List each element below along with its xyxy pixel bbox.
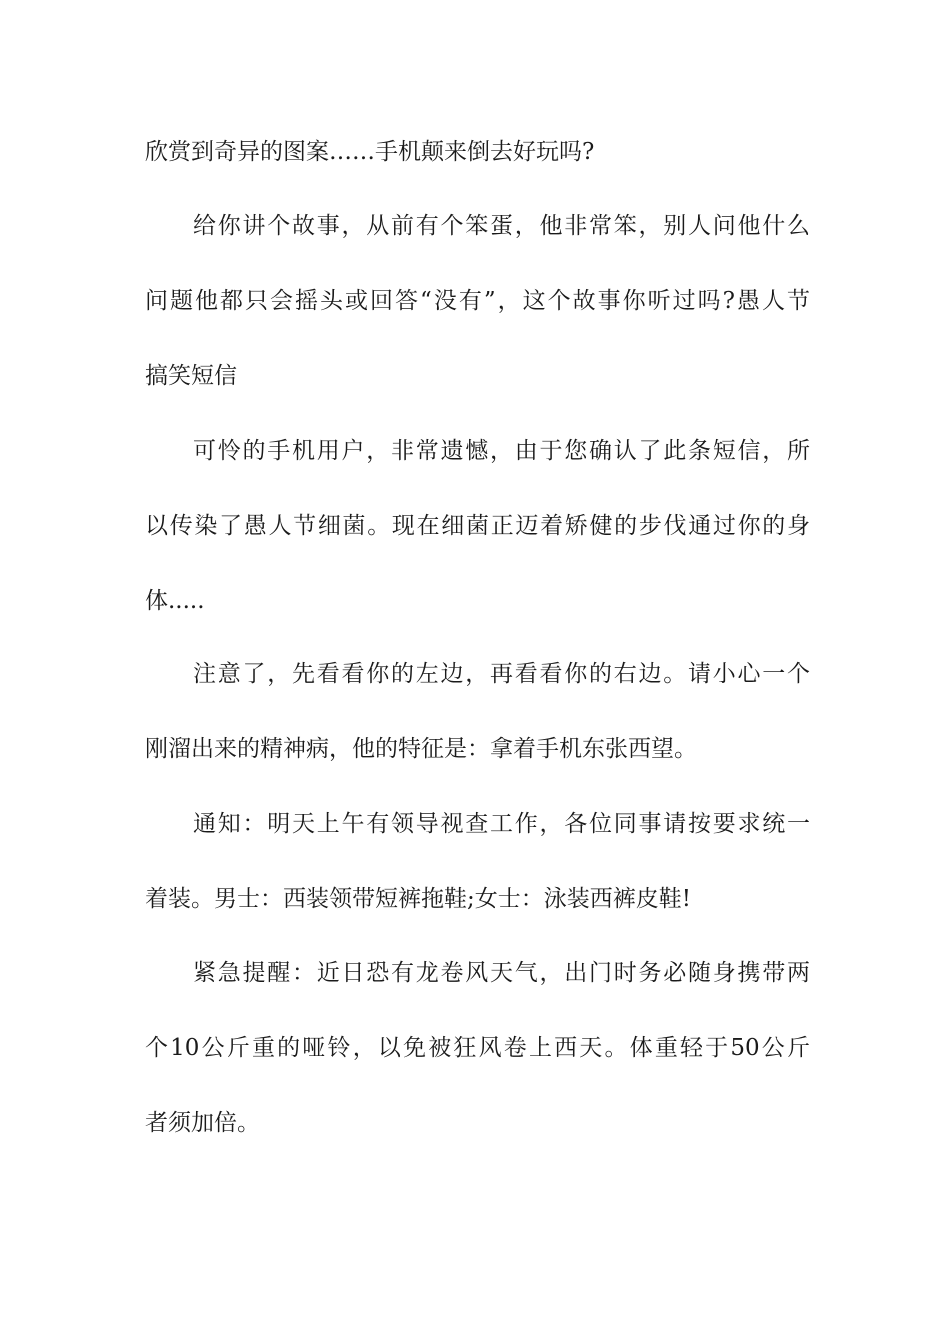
paragraph-first-line: 注意了，先看看你的左边，再看看你的右边。请小心一个 — [193, 661, 810, 687]
paragraph-first-line: 通知：明天上午有领导视查工作，各位同事请按要求统一 — [193, 811, 810, 837]
paragraph-first-line: 可怜的手机用户，非常遗憾，由于您确认了此条短信，所 — [193, 438, 810, 464]
text-line: 欣赏到奇异的图案……手机颠来倒去好玩吗? — [145, 139, 595, 165]
paragraph-first-line: 给你讲个故事，从前有个笨蛋，他非常笨，别人问他什么 — [193, 213, 810, 239]
text-line: 者须加倍。 — [145, 1110, 260, 1136]
paragraph-first-line: 紧急提醒：近日恐有龙卷风天气，出门时务必随身携带两 — [193, 960, 810, 986]
text-line: 体..... — [145, 588, 205, 614]
text-line: 着装。男士：西装领带短裤拖鞋;女士：泳装西裤皮鞋! — [145, 886, 691, 912]
text-line: 搞笑短信 — [145, 363, 237, 389]
text-line: 以传染了愚人节细菌。现在细菌正迈着矫健的步伐通过你的身 — [145, 513, 810, 539]
text-line: 刚溜出来的精神病，他的特征是：拿着手机东张西望。 — [145, 736, 697, 762]
text-line: 个10公斤重的哑铃，以免被狂风卷上西天。体重轻于50公斤 — [145, 1035, 810, 1061]
text-line: 问题他都只会摇头或回答“没有”，这个故事你听过吗?愚人节 — [145, 288, 810, 314]
